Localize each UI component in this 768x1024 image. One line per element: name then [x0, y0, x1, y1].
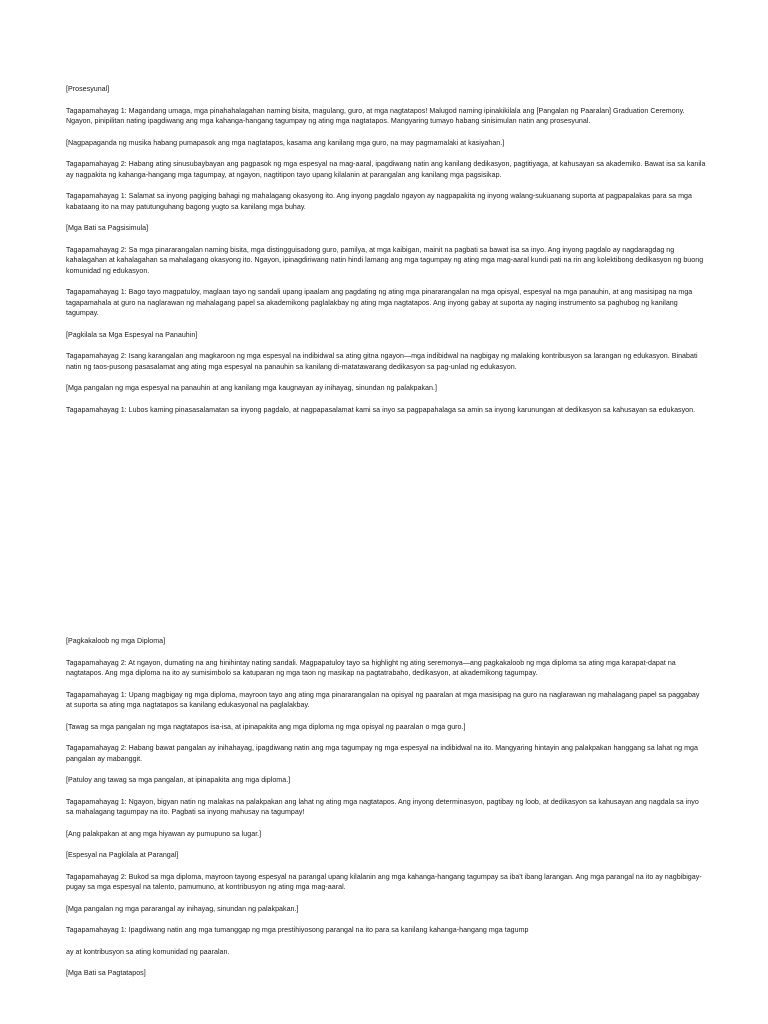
section-heading-closing-greetings: [Mga Bati sa Pagtatapos]: [66, 969, 146, 977]
section-heading-diplomas: [Pagkakaloob ng mga Diploma]: [66, 637, 166, 645]
speaker-1-paragraph: Tagapamahayag 1: Upang magbigay ng mga diploma, mayroon tayo ang ating mga pinararangalan na opisyal ng paaralan at mga masisipag na guro na naglarawan ng mahalagang papel sa paggabay at suporta sa ating mga nagtatapos sa kanilang edukasyonal na paglalakbay.: [66, 690, 700, 709]
speaker-1-paragraph: Tagapamahayag 1: Lubos kaming pinasasalamatan sa inyong pagdalo, at nagpapasalamat kami sa inyo sa pagpapahalaga sa amin sa inyong karunungan at dedikasyon sa kahusayan sa edukasyon.: [66, 405, 696, 414]
speaker-2-paragraph: Tagapamahayag 2: Sa mga pinararangalan naming bisita, mga distingguisadong guro, pamilya, at mga kaibigan, mainit na pagbati sa bawat isa sa inyo. Ang inyong pagdalo ay nagdaragdag ng kahalagahan at kahalagahan sa mahalagang okasyong ito. Ngayon, ipinagdiriwang natin hindi lamang ang mga tagumpay ng ating mga mag-aaral kundi pati na rin ang kolektibong dedikasyon ng buong komunidad ng edukasyon.: [66, 245, 704, 275]
speaker-1-paragraph-continued: ay at kontribusyon sa ating komunidad ng paaralan.: [66, 947, 230, 956]
document-section-1: [66, 84, 706, 426]
section-heading-opening-greetings: [Mga Bati sa Pagsisimula]: [66, 224, 149, 232]
speaker-2-paragraph: Tagapamahayag 2: Habang ating sinusubaybayan ang pagpasok ng mga espesyal na mag-aaral, ipagdiwang natin ang kanilang dedikasyon, pagtitiyaga, at kahusayan sa akademiko. Bawat isa sa kanila ay nagpakita ng kahanga-hangang mga tagumpay, at ngayon, nagtitipon tayo upang kilalanin at parangalan ang kanilang mga pagsisikap.: [66, 160, 706, 179]
speaker-1-paragraph: Tagapamahayag 1: Ngayon, bigyan natin ng malakas na palakpakan ang lahat ng ating mga nagtatapos. Ang inyong determinasyon, pagtibay ng loob, at dedikasyon sa kahusayan ang nagdala sa inyo sa mahalagang tagumpay na ito. Pagbati sa inyong mahusay na tagumpay!: [66, 797, 699, 816]
speaker-2-paragraph: Tagapamahayag 2: Bukod sa mga diploma, mayroon tayong espesyal na parangal upang kilalanin ang mga kahanga-hangang tagumpay sa iba't ibang larangan. Ang mga parangal na ito ay nagbibigay-pugay sa mga espesyal na talento, pamumuno, at kontribusyon ng ating mga mag-aaral.: [66, 872, 702, 891]
stage-direction-name-calling: [Tawag sa mga pangalan ng mga nagtatapos isa-isa, at ipinapakita ang mga diploma ng mga opisyal ng paaralan o mga guro.]: [66, 722, 466, 731]
stage-direction-guest-names: [Mga pangalan ng mga espesyal na panauhin at ang kanilang mga kaugnayan ay inihayag, sinundan ng palakpakan.]: [66, 384, 437, 392]
stage-direction-applause: [Ang palakpakan at ang mga hiyawan ay pumupuno sa lugar.]: [66, 829, 262, 838]
stage-direction-music: [Nagpapaganda ng musika habang pumapasok ang mga nagtatapos, kasama ang kanilang mga guro, na may pagmamalaki at kasiyahan.]: [66, 138, 505, 147]
speaker-2-paragraph: Tagapamahayag 2: Isang karangalan ang magkaroon ng mga espesyal na indibidwal sa ating gitna ngayon—mga indibidwal na nagbigay ng malaking kontribusyon sa larangan ng edukasyon. Binabati natin ng taos-pusong pasasalamat ang ating mga espesyal na panauhin sa kanilang di-matatawarang dedikasyon sa pag-unlad ng edukasyon.: [66, 352, 698, 371]
speaker-1-paragraph: Tagapamahayag 1: Ipagdiwang natin ang mga tumanggap ng mga prestihiyosong parangal na ito para sa kanilang kahanga-hangang mga tagump: [66, 926, 529, 934]
section-heading-special-awards: [Espesyal na Pagkilala at Parangal]: [66, 851, 179, 859]
stage-direction-continue-names: [Patuloy ang tawag sa mga pangalan, at ipinapakita ang mga diploma.]: [66, 776, 291, 784]
document-section-2: [66, 636, 706, 990]
speaker-1-paragraph: Tagapamahayag 1: Magandang umaga, mga pinahahalagahan naming bisita, magulang, guro, at mga nagtatapos! Malugod naming ipinakikilala ang [Pangalan ng Paaralan] Graduation Ceremony. Ngayon, pinipilitan nating ipagdiwang ang mga kahanga-hangang tagumpay ng ating mga nagtatapos. Mangyaring tumayo habang sinisimulan natin ang prosesyunal.: [66, 106, 685, 125]
speaker-1-paragraph: Tagapamahayag 1: Bago tayo magpatuloy, maglaan tayo ng sandali upang ipaalam ang pagdating ng ating mga pinararangalan na mga opisyal, espesyal na mga panauhin, at ang masisipag na mga tagapamahala at guro na naglarawan ng mahalagang papel sa akademikong paglalakbay ng ating mga nagtatapos. Ang inyong gabay at suporta ay naging instrumento sa paghubog ng kanilang tagumpay.: [66, 288, 693, 317]
speaker-2-paragraph: Tagapamahayag 2: At ngayon, dumating na ang hinihintay nating sandali. Magpapatuloy tayo sa highlight ng ating seremonya—ang pagkakaloob ng mga diploma sa ating mga karapat-dapat na nagtatapos. Ang mga diploma na ito ay sumisimbolo sa katuparan ng mga taon ng masikap na pagtatrabaho, dedikasyon, at akademikong tagumpay.: [66, 658, 676, 677]
stage-direction-procession: [Prosesyunal]: [66, 85, 110, 93]
section-heading-special-guests: [Pagkilala sa Mga Espesyal na Panauhin]: [66, 330, 198, 339]
speaker-2-paragraph: Tagapamahayag 2: Habang bawat pangalan ay inihahayag, ipagdiwang natin ang mga tagumpay ng mga espesyal na indibidwal na ito. Mangyaring hintayin ang palakpakan hanggang sa lahat ng mga pangalan ay mabanggit.: [66, 744, 698, 763]
speaker-1-paragraph: Tagapamahayag 1: Salamat sa inyong pagiging bahagi ng mahalagang okasyong ito. Ang inyong pagdalo ngayon ay nagpapakita ng inyong walang-sukuanang suporta at pagpapalakas para sa mga kabataang ito na may patutunguhang bagong yugto sa kanilang mga buhay.: [66, 192, 692, 211]
stage-direction-awardee-names: [Mga pangalan ng mga pararangal ay inihayag, sinundan ng palakpakan.]: [66, 904, 299, 913]
